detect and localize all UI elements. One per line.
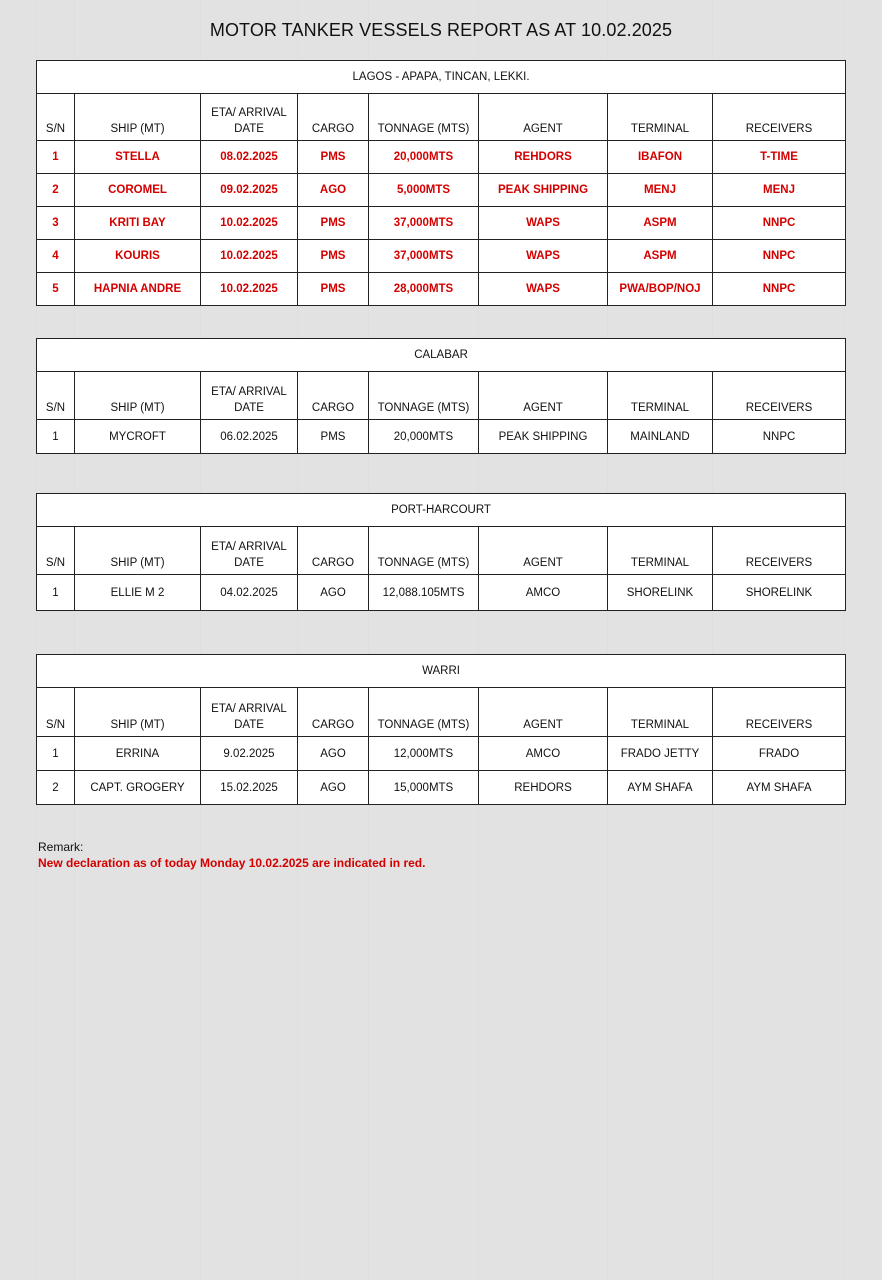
table-row	[37, 174, 846, 207]
cell-eta: 10.02.2025	[201, 240, 298, 273]
header-row	[37, 527, 846, 575]
column-header-agent: AGENT	[479, 688, 608, 737]
cell-cargo: PMS	[298, 207, 369, 240]
cell-agent: WAPS	[479, 240, 608, 273]
column-header-receivers: RECEIVERS	[713, 372, 846, 420]
vessel-table	[36, 493, 846, 611]
vessel-table	[36, 60, 846, 306]
vessel-table	[36, 338, 846, 454]
cell-tonnage: 15,000MTS	[369, 771, 479, 805]
column-header-ship: SHIP (MT)	[75, 527, 201, 575]
cell-tonnage: 37,000MTS	[369, 240, 479, 273]
column-header-terminal: TERMINAL	[608, 688, 713, 737]
cell-agent: PEAK SHIPPING	[479, 174, 608, 207]
eta-header-line1: ETA/ ARRIVAL	[211, 541, 287, 553]
remark-label: Remark:	[38, 840, 84, 854]
cell-tonnage: 12,000MTS	[369, 737, 479, 771]
column-header-tonnage: TONNAGE (MTS)	[369, 527, 479, 575]
column-header-eta	[201, 372, 298, 420]
cell-receivers: NNPC	[713, 240, 846, 273]
table-row	[37, 575, 846, 611]
cell-receivers: AYM SHAFA	[713, 771, 846, 805]
cell-ship: COROMEL	[75, 174, 201, 207]
region-title: WARRI	[37, 655, 846, 688]
cell-agent: REHDORS	[479, 141, 608, 174]
header-row	[37, 372, 846, 420]
table-row	[37, 737, 846, 771]
column-header-agent: AGENT	[479, 372, 608, 420]
cell-tonnage: 28,000MTS	[369, 273, 479, 306]
cell-agent: AMCO	[479, 737, 608, 771]
region-title: PORT-HARCOURT	[37, 494, 846, 527]
cell-eta: 9.02.2025	[201, 737, 298, 771]
cell-agent: PEAK SHIPPING	[479, 420, 608, 454]
eta-header-line2: DATE	[234, 719, 264, 731]
cell-tonnage: 37,000MTS	[369, 207, 479, 240]
column-header-tonnage: TONNAGE (MTS)	[369, 688, 479, 737]
eta-header-line2: DATE	[234, 402, 264, 414]
column-header-sn: S/N	[37, 527, 75, 575]
column-header-cargo: CARGO	[298, 527, 369, 575]
cell-sn: 1	[37, 575, 75, 611]
column-header-tonnage: TONNAGE (MTS)	[369, 94, 479, 141]
header-row	[37, 688, 846, 737]
cell-ship: KRITI BAY	[75, 207, 201, 240]
column-header-agent: AGENT	[479, 94, 608, 141]
cell-tonnage: 5,000MTS	[369, 174, 479, 207]
cell-sn: 5	[37, 273, 75, 306]
cell-sn: 1	[37, 420, 75, 454]
cell-cargo: PMS	[298, 420, 369, 454]
cell-sn: 4	[37, 240, 75, 273]
table-row	[37, 240, 846, 273]
column-header-receivers: RECEIVERS	[713, 94, 846, 141]
column-header-terminal: TERMINAL	[608, 372, 713, 420]
cell-sn: 3	[37, 207, 75, 240]
eta-header-line2: DATE	[234, 557, 264, 569]
column-header-agent: AGENT	[479, 527, 608, 575]
column-header-sn: S/N	[37, 94, 75, 141]
cell-ship: CAPT. GROGERY	[75, 771, 201, 805]
cell-terminal: IBAFON	[608, 141, 713, 174]
cell-tonnage: 12,088.105MTS	[369, 575, 479, 611]
cell-cargo: PMS	[298, 141, 369, 174]
cell-eta: 08.02.2025	[201, 141, 298, 174]
cell-receivers: SHORELINK	[713, 575, 846, 611]
eta-header-line2: DATE	[234, 123, 264, 135]
cell-cargo: AGO	[298, 771, 369, 805]
column-header-cargo: CARGO	[298, 94, 369, 141]
region-row	[37, 339, 846, 372]
cell-terminal: ASPM	[608, 207, 713, 240]
cell-cargo: PMS	[298, 273, 369, 306]
column-header-ship: SHIP (MT)	[75, 688, 201, 737]
region-row	[37, 655, 846, 688]
column-header-terminal: TERMINAL	[608, 94, 713, 141]
cell-eta: 10.02.2025	[201, 207, 298, 240]
cell-terminal: MAINLAND	[608, 420, 713, 454]
cell-receivers: T-TIME	[713, 141, 846, 174]
cell-sn: 2	[37, 771, 75, 805]
remark-text: New declaration as of today Monday 10.02.2025 are indicated in red.	[38, 856, 426, 870]
cell-terminal: SHORELINK	[608, 575, 713, 611]
cell-cargo: AGO	[298, 575, 369, 611]
page-title: MOTOR TANKER VESSELS REPORT AS AT 10.02.2025	[209, 20, 673, 40]
column-header-eta	[201, 527, 298, 575]
cell-ship: STELLA	[75, 141, 201, 174]
cell-terminal: FRADO JETTY	[608, 737, 713, 771]
cell-receivers: FRADO	[713, 737, 846, 771]
column-header-sn: S/N	[37, 688, 75, 737]
cell-cargo: PMS	[298, 240, 369, 273]
cell-ship: ERRINA	[75, 737, 201, 771]
cell-ship: MYCROFT	[75, 420, 201, 454]
cell-agent: WAPS	[479, 273, 608, 306]
cell-eta: 09.02.2025	[201, 174, 298, 207]
column-header-ship: SHIP (MT)	[75, 94, 201, 141]
column-header-receivers: RECEIVERS	[713, 527, 846, 575]
cell-sn: 1	[37, 737, 75, 771]
header-row	[37, 94, 846, 141]
cell-eta: 10.02.2025	[201, 273, 298, 306]
column-header-ship: SHIP (MT)	[75, 372, 201, 420]
column-header-receivers: RECEIVERS	[713, 688, 846, 737]
table-row	[37, 420, 846, 454]
cell-agent: WAPS	[479, 207, 608, 240]
eta-header-line1: ETA/ ARRIVAL	[211, 386, 287, 398]
column-header-eta	[201, 94, 298, 141]
column-header-terminal: TERMINAL	[608, 527, 713, 575]
cell-ship: KOURIS	[75, 240, 201, 273]
column-header-cargo: CARGO	[298, 372, 369, 420]
cell-terminal: MENJ	[608, 174, 713, 207]
region-title: LAGOS - APAPA, TINCAN, LEKKI.	[37, 61, 846, 94]
cell-cargo: AGO	[298, 174, 369, 207]
table-row	[37, 771, 846, 805]
region-row	[37, 61, 846, 94]
cell-tonnage: 20,000MTS	[369, 420, 479, 454]
cell-ship: HAPNIA ANDRE	[75, 273, 201, 306]
cell-receivers: NNPC	[713, 273, 846, 306]
column-header-cargo: CARGO	[298, 688, 369, 737]
cell-agent: REHDORS	[479, 771, 608, 805]
eta-header-line1: ETA/ ARRIVAL	[211, 703, 287, 715]
eta-header-line1: ETA/ ARRIVAL	[211, 107, 287, 119]
column-header-eta	[201, 688, 298, 737]
table-row	[37, 141, 846, 174]
cell-agent: AMCO	[479, 575, 608, 611]
cell-terminal: AYM SHAFA	[608, 771, 713, 805]
cell-ship: ELLIE M 2	[75, 575, 201, 611]
cell-cargo: AGO	[298, 737, 369, 771]
cell-receivers: NNPC	[713, 420, 846, 454]
cell-eta: 04.02.2025	[201, 575, 298, 611]
cell-terminal: ASPM	[608, 240, 713, 273]
column-header-sn: S/N	[37, 372, 75, 420]
cell-tonnage: 20,000MTS	[369, 141, 479, 174]
table-row	[37, 273, 846, 306]
cell-eta: 15.02.2025	[201, 771, 298, 805]
cell-eta: 06.02.2025	[201, 420, 298, 454]
region-row	[37, 494, 846, 527]
cell-sn: 1	[37, 141, 75, 174]
cell-receivers: NNPC	[713, 207, 846, 240]
cell-terminal: PWA/BOP/NOJ	[608, 273, 713, 306]
cell-sn: 2	[37, 174, 75, 207]
vessel-table	[36, 654, 846, 805]
region-title: CALABAR	[37, 339, 846, 372]
cell-receivers: MENJ	[713, 174, 846, 207]
column-header-tonnage: TONNAGE (MTS)	[369, 372, 479, 420]
table-row	[37, 207, 846, 240]
